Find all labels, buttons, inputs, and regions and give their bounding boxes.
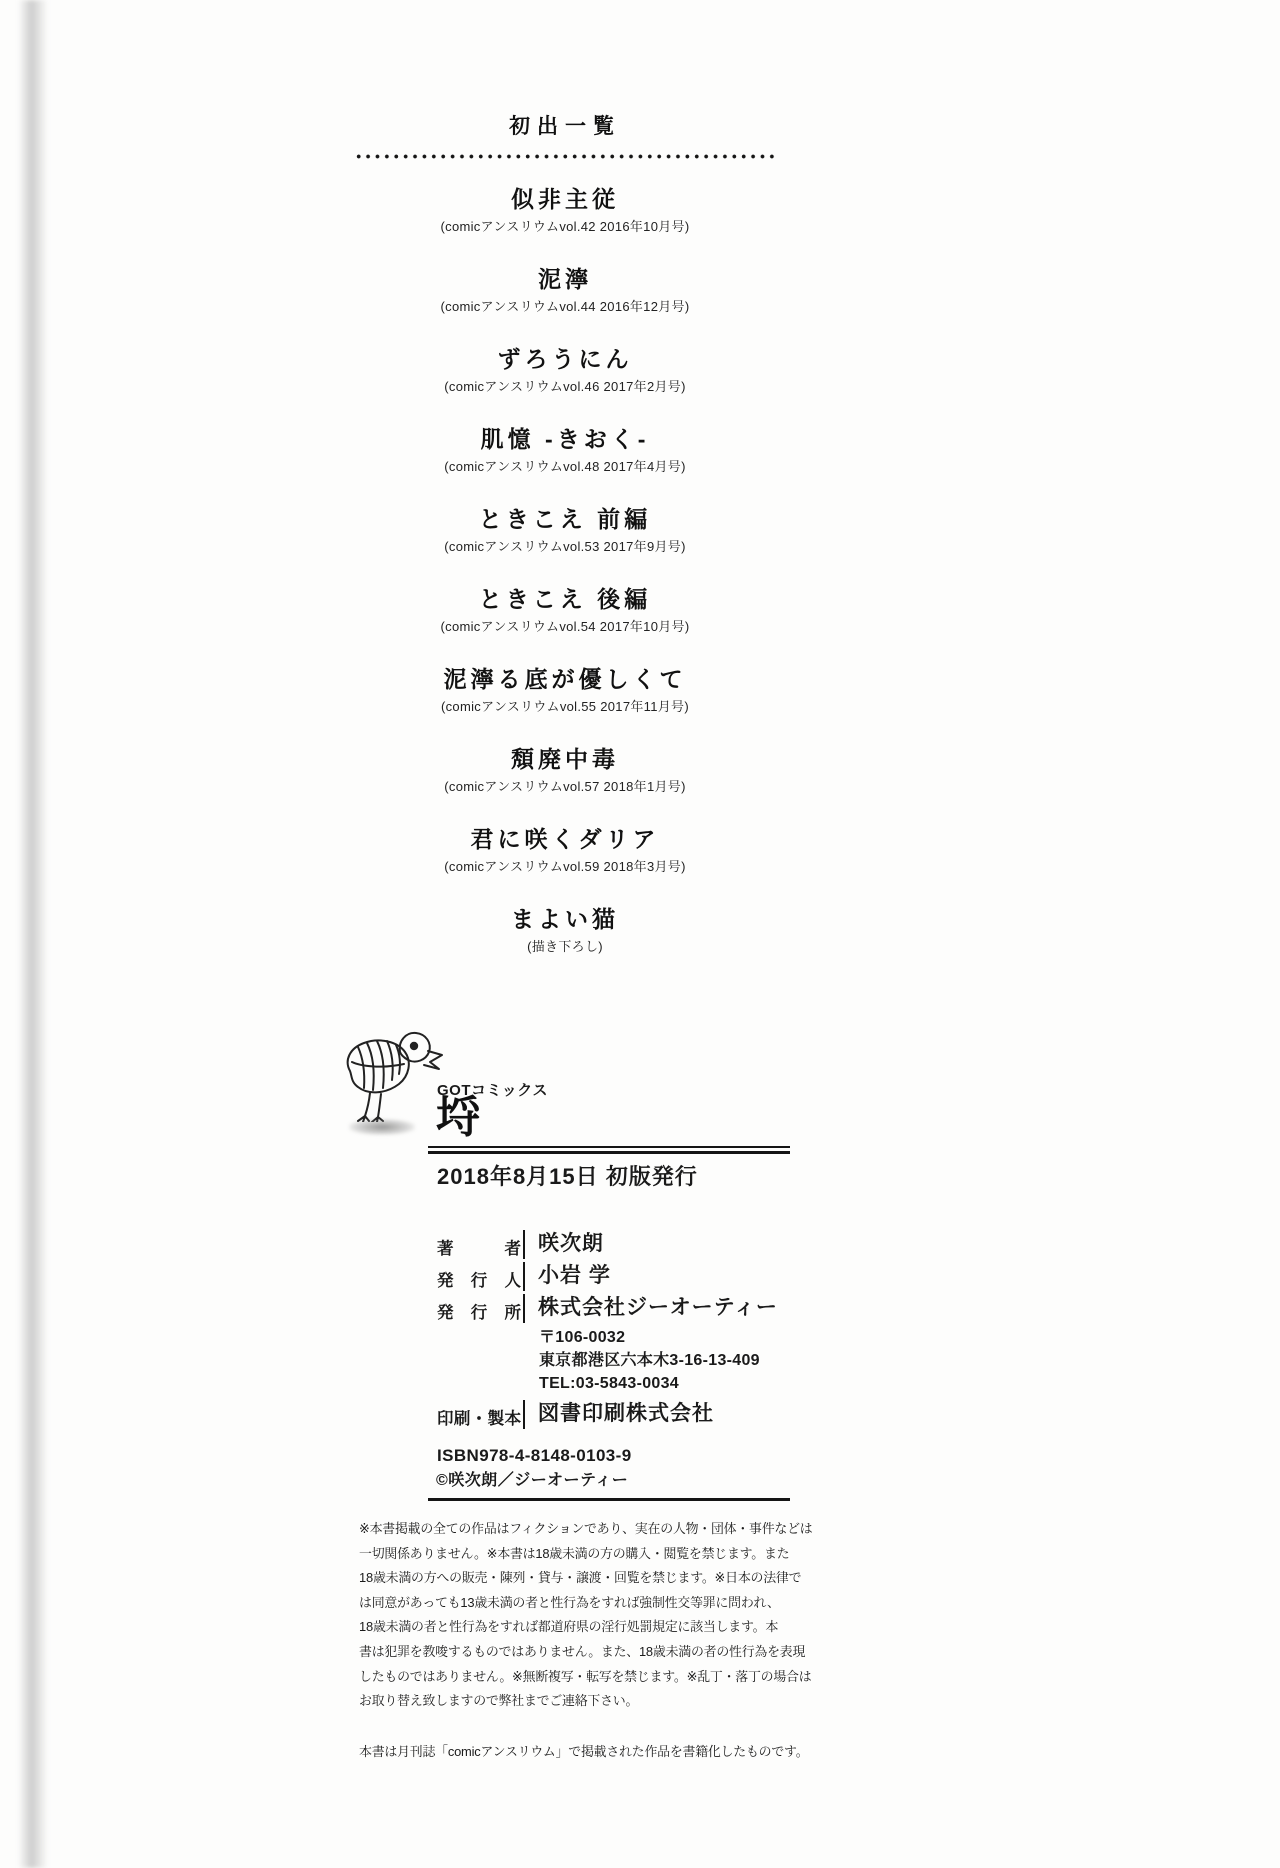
work-entry — [0, 906, 1130, 956]
credit-value: 咲次朗 — [523, 1230, 604, 1259]
work-entry — [0, 346, 1130, 396]
credit-row-printer — [437, 1400, 817, 1429]
credits-table — [437, 1230, 817, 1432]
work-source: (comicアンスリウムvol.46 2017年2月号) — [444, 379, 686, 394]
credit-value: 株式会社ジーオーティー — [523, 1294, 778, 1323]
postal-code: 〒106-0032 — [539, 1329, 626, 1346]
disclaimer-line: 一切関係ありません。※本書は18歳未満の方の購入・閲覧を禁じます。また — [359, 1545, 790, 1561]
work-source: (描き下ろし) — [527, 939, 603, 954]
imprint-label: GOTコミックス — [437, 1082, 549, 1099]
publisher-address — [539, 1326, 817, 1395]
credit-label: 印刷・製本 — [437, 1410, 521, 1428]
work-entry — [0, 666, 1130, 716]
credit-label: 発行人 — [437, 1272, 521, 1290]
disclaimer-line: は同意があっても13歳未満の者と性行為をすれば強制性交等罪に問われ、 — [359, 1594, 780, 1610]
work-entry — [0, 746, 1130, 796]
work-entry — [0, 186, 1130, 236]
credit-row-publisher-person — [437, 1262, 817, 1291]
work-title: ときこえ 前編 — [478, 506, 652, 532]
disclaimer-line: したものではありません。※無断複写・転写を禁じます。※乱丁・落丁の場合は — [359, 1668, 812, 1684]
work-title: 肌憶 -きおく- — [480, 426, 650, 452]
disclaimer-divider — [428, 1498, 790, 1501]
work-title: 頽廃中毒 — [511, 746, 619, 772]
source-note: 本書は月刊誌「comicアンスリウム」で掲載された作品を書籍化したものです。 — [359, 1744, 809, 1759]
bird-shadow — [349, 1119, 415, 1135]
work-entry — [0, 826, 1130, 876]
disclaimer-line: 書は犯罪を教唆するものではありません。また、18歳未満の者の性行為を表現 — [359, 1643, 806, 1659]
work-entry — [0, 426, 1130, 476]
credit-label: 著者 — [437, 1240, 521, 1258]
first-publication-section — [0, 110, 1130, 986]
work-entry — [0, 586, 1130, 636]
work-title: まよい猫 — [511, 906, 619, 932]
bird-doodle-icon — [336, 1024, 444, 1122]
work-source: (comicアンスリウムvol.55 2017年11月号) — [441, 699, 689, 714]
credit-row-author — [437, 1230, 817, 1259]
work-entry — [0, 506, 1130, 556]
work-entry — [0, 266, 1130, 316]
work-source: (comicアンスリウムvol.48 2017年4月号) — [444, 459, 686, 474]
work-source: (comicアンスリウムvol.57 2018年1月号) — [444, 779, 686, 794]
street-address: 東京都港区六本木3-16-13-409 — [539, 1352, 760, 1369]
dotted-divider — [354, 154, 776, 159]
isbn: ISBN978-4-8148-0103-9 — [437, 1446, 632, 1465]
work-source: (comicアンスリウムvol.44 2016年12月号) — [440, 299, 690, 314]
credit-value: 図書印刷株式会社 — [523, 1400, 714, 1429]
work-source: (comicアンスリウムvol.42 2016年10月号) — [440, 219, 690, 234]
work-title: 泥濘る底が優しくて — [443, 666, 687, 692]
work-title: ずろうにん — [497, 346, 633, 372]
disclaimer-line: 18歳未満の者と性行為をすれば都道府県の淫行処罰規定に該当します。本 — [359, 1619, 779, 1635]
disclaimer-line: ※本書掲載の全ての作品はフィクションであり、実在の人物・団体・事件などは — [359, 1521, 813, 1536]
work-title: ときこえ 後編 — [478, 586, 652, 612]
credit-value: 小岩 学 — [523, 1262, 611, 1291]
work-source: (comicアンスリウムvol.53 2017年9月号) — [444, 539, 686, 554]
copyright-line: ©咲次朗／ジーオーティー — [436, 1472, 629, 1489]
work-title: 君に咲くダリア — [470, 826, 660, 852]
credit-row-publisher-company — [437, 1294, 817, 1323]
title-divider — [428, 1146, 790, 1154]
edition-date: 2018年8月15日 初版発行 — [437, 1164, 698, 1189]
section-title: 初出一覧 — [509, 115, 621, 138]
phone-number: TEL:03-5843-0034 — [539, 1375, 679, 1392]
disclaimer-line: 18歳未満の方への販売・陳列・貸与・譲渡・回覧を禁じます。※日本の法律で — [359, 1570, 802, 1586]
work-source: (comicアンスリウムvol.59 2018年3月号) — [444, 859, 686, 874]
book-title: 埒 — [436, 1093, 480, 1142]
work-title: 泥濘 — [538, 266, 592, 292]
disclaimer-text — [359, 1517, 812, 1714]
disclaimer-line: お取り替え致しますので弊社までご連絡下さい。 — [359, 1693, 639, 1709]
credit-label: 発行所 — [437, 1304, 521, 1322]
work-source: (comicアンスリウムvol.54 2017年10月号) — [440, 619, 690, 634]
work-title: 似非主従 — [511, 186, 619, 212]
